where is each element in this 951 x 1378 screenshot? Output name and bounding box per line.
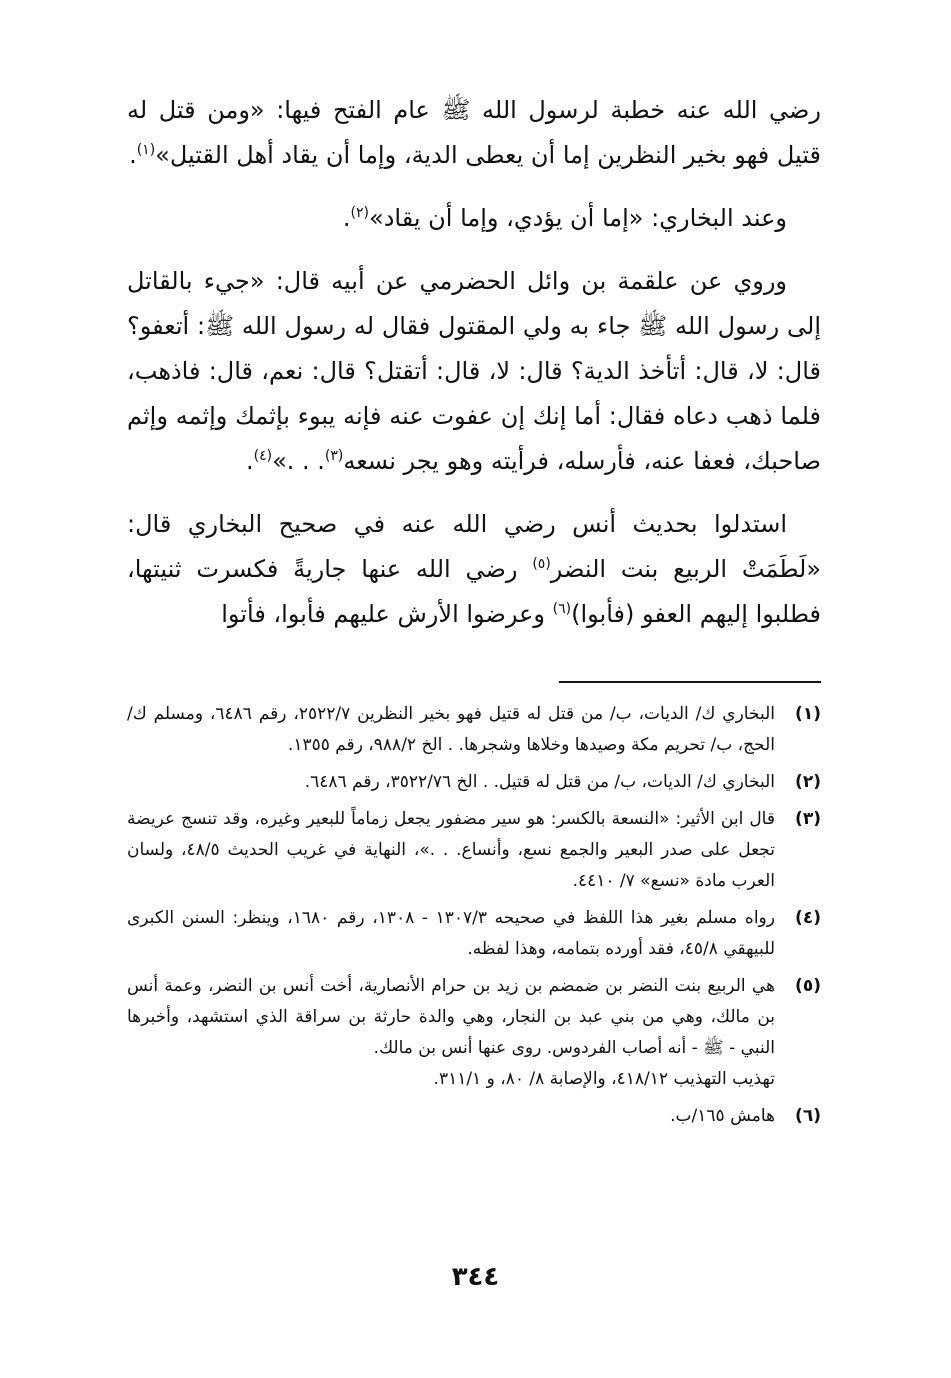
paragraph-tail: وعرضوا الأرش عليهم فأبوا، فأتوا (221, 600, 553, 628)
footnote-body (127, 971, 775, 1095)
footnote-text: البخاري ك/ الديات، ب/ من قتل له قتيل فهو بخير النظرين ٢٥٢٢/٧، رقم ٦٤٨٦، ومسلم ك/ الحج، ب/ تحريم مكة وصيدها وخلاها وشجرها. . الخ ٩٨٨/٢، رقم ١٣٥٥. (127, 704, 775, 755)
footnotes-list (127, 699, 821, 1132)
paragraph-tail: . (129, 141, 137, 169)
footnote-reference[interactable]: (١) (136, 142, 156, 158)
footnote-5 (127, 971, 821, 1095)
footnote-6 (127, 1101, 821, 1132)
paragraph-tail: . (245, 447, 254, 475)
footnote-text: هامش ١٦٥/ب. (670, 1106, 775, 1126)
footnote-number: (٣) (795, 809, 821, 829)
paragraph-text: وعند البخاري: «إما أن يؤدي، وإما أن يقاد» (369, 204, 787, 232)
footnote-text: هي الربيع بنت النضر بن ضمضم بن زيد بن حرام الأنصارية، أخت أنس بن النضر، وعمة أنس بن مالك، وهي من بني عبد بن النجار، وهي والدة حارثة بن سراقة الذي استشهد، وأخبرها النبي - ﷺ - أنه أصاب الفردوس. روى عنها أنس بن مالك. (127, 976, 775, 1058)
footnote-reference[interactable]: (٥) (532, 556, 551, 572)
footnote-text: البخاري ك/ الديات، ب/ من قتل له قتيل. . الخ ٣٥٢٢/٧٦، رقم ٦٤٨٦. (304, 772, 775, 792)
footnote-source-line: تهذيب التهذيب ٤١٨/١٢، والإصابة ٨/ ٨٠، و ٣١١/١. (433, 1069, 775, 1089)
footnote-separator (559, 681, 821, 683)
footnote-number: (٥) (795, 976, 821, 996)
footnote-2 (127, 767, 821, 798)
page-content (127, 88, 821, 1138)
page-number: ٣٤٤ (451, 1262, 500, 1292)
paragraph-text: استدلوا بحديث أنس رضي الله عنه في صحيح البخاري قال: «لَطَمَتْ الربيع بنت النضر (127, 510, 821, 583)
footnote-number: (٢) (795, 772, 821, 792)
footnote-reference[interactable]: (٤) (253, 448, 273, 464)
footnote-body (127, 767, 775, 798)
paragraph-tail: . (342, 204, 351, 232)
footnote-text: رواه مسلم بغير هذا اللفظ في صحيحه ١٣٠٧/٣ - ١٣٠٨، رقم ١٦٨٠، وينظر: السنن الكبرى للبيهقي ٤٥/٨، فقد أورده بتمامه، وهذا لفظه. (127, 908, 775, 959)
footnote-reference[interactable]: (٦) (552, 601, 572, 617)
body-paragraph-1 (127, 88, 821, 178)
footnote-1 (127, 699, 821, 761)
footnote-text: قال ابن الأثير: «النسعة بالكسر: هو سير مضفور يجعل زماماً للبعير وغيره، وقد تنسج عريضة تجعل على صدر البعير والجمع نسع، وأنساع. . .»، النهاية في غريب الحديث ٤٨/٥، ولسان العرب مادة «نسع» ٧/ ٤٤١٠. (127, 809, 776, 891)
footnote-number: (٤) (795, 908, 821, 928)
footnote-4 (127, 903, 821, 965)
footnote-reference[interactable]: (٣) (324, 448, 344, 464)
footnote-number: (١) (795, 704, 821, 724)
footnote-number: (٦) (795, 1106, 821, 1126)
body-paragraph-3 (127, 259, 821, 484)
footnote-body (127, 804, 775, 897)
footnote-reference[interactable]: (٢) (350, 205, 370, 221)
body-paragraph-2 (127, 196, 821, 241)
paragraph-tail: . . .» (272, 447, 325, 475)
footnote-3 (127, 804, 821, 897)
paragraph-text: رضي الله عنه خطبة لرسول الله ﷺ عام الفتح فيها: «ومن قتل له قتيل فهو بخير النظرين إما أن يعطى الدية، وإما أن يقاد أهل القتيل» (127, 96, 821, 169)
body-paragraph-4 (127, 502, 821, 637)
footnote-body (127, 1101, 775, 1132)
footnote-body (127, 699, 775, 761)
footnote-body (127, 903, 775, 965)
paragraph-text: وروي عن علقمة بن وائل الحضرمي عن أبيه قال: «جيء بالقاتل إلى رسول الله ﷺ جاء به ولي المقتول فقال له رسول الله ﷺ: أتعفو؟ قال: لا، قال: أتأخذ الدية؟ قال: لا، قال: أتقتل؟ قال: نعم، قال: فاذهب، فلما ذهب دعاه فقال: أما إنك إن عفوت عنه فإنه يبوء بإثمك وإثمه وإثم صاحبك، فعفا عنه، فأرسله، فرأيته وهو يجر نسعه (127, 267, 821, 475)
paragraph-text-continued: رضي الله عنها جاريةً فكسرت ثنيتها، فطلبوا إليهم العفو (فأبوا) (127, 555, 821, 628)
